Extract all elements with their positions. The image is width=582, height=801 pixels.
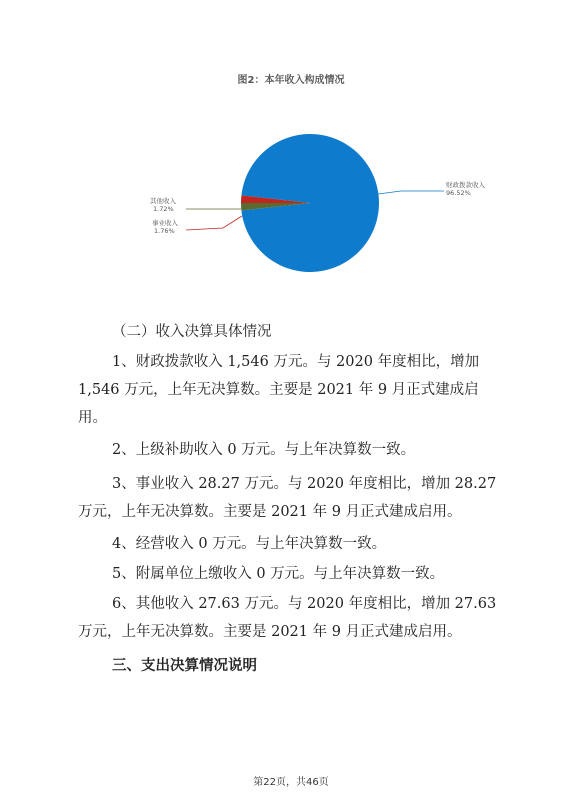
chart-title: 图2：本年收入构成情况 xyxy=(237,75,345,86)
page-footer: 第22页，共46页 xyxy=(253,777,329,788)
leader-line-business xyxy=(186,216,242,230)
slice-percent-business: 1.76% xyxy=(154,227,175,235)
paragraph-2: 2、上级补助收入 0 万元。与上年决算数一致。 xyxy=(112,442,416,458)
paragraph-5: 5、附属单位上缴收入 0 万元。与上年决算数一致。 xyxy=(112,566,445,582)
slice-label-business: 事业收入 xyxy=(152,219,178,227)
paragraph-3: 3、事业收入 28.27 万元。与 2020 年度相比，增加 28.27 万元，上年无决算数。主要是 2021 年 9 月正式建成启用。 xyxy=(78,476,497,520)
paragraph-4: 4、经营收入 0 万元。与上年决算数一致。 xyxy=(112,536,387,552)
slice-label-other: 其他收入 xyxy=(150,197,176,205)
section-title: 三、支出决算情况说明 xyxy=(112,658,257,674)
subsection-heading: （二）收入决算具体情况 xyxy=(112,324,272,340)
paragraph-6: 6、其他收入 27.63 万元。与 2020 年度相比，增加 27.63 万元，上年无决算数。主要是 2021 年 9 月正式建成启用。 xyxy=(78,596,497,640)
slice-percent-other: 1.72% xyxy=(153,205,174,213)
slice-label-finance: 财政拨款收入 xyxy=(446,181,485,189)
leader-line-finance xyxy=(378,191,444,194)
paragraph-1: 1、财政拨款收入 1,546 万元。与 2020 年度相比，增加 1,546 万元，上年无决算数。主要是 2021 年 9 月正式建成启用。 xyxy=(78,354,480,426)
slice-percent-finance: 96.52% xyxy=(446,189,471,197)
pie-chart xyxy=(0,0,582,300)
